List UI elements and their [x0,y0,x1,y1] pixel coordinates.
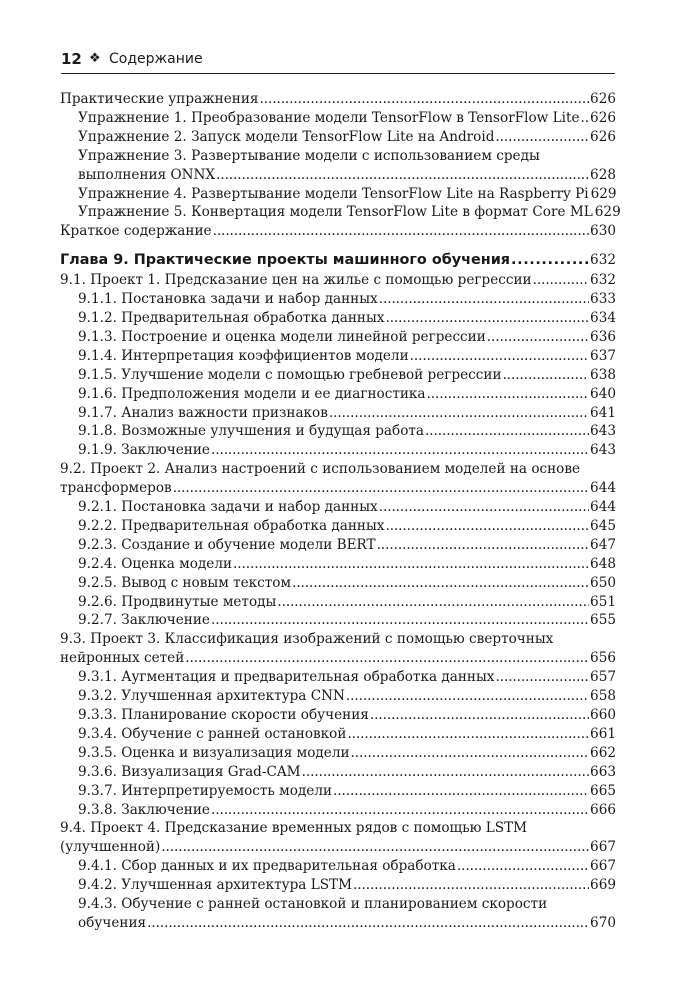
toc-entry-text: 9.1.2. Предварительная обработка данных [78,309,385,326]
toc-subsection-9-3-2[interactable] [60,687,616,706]
toc-subsection-9-3-8[interactable] [60,801,616,820]
toc-entry-text: 9.3.6. Визуализация Grad-CAM [78,763,301,780]
leader-dots [233,555,589,574]
toc-page-number: 640 [590,385,616,402]
toc-subsection-9-2-7[interactable] [60,611,616,630]
toc-subsection-9-3-7[interactable] [60,782,616,801]
toc-section-9-1[interactable] [60,271,616,290]
toc-entry-text: Упражнение 5. Конвертация модели TensorFlow Lite в формат Core ML [78,204,593,221]
toc-page-number: 666 [590,801,616,818]
toc-subsection-9-2-4[interactable] [60,555,616,574]
toc-entry-text: 9.2.5. Вывод с новым текстом [78,574,292,591]
toc-page-number: 651 [590,593,616,610]
toc-entry-text: 9.1.5. Улучшение модели с помощью гребневой регрессии [78,366,502,383]
toc-page-number: 626 [590,128,616,145]
toc-entry-text: 9.2.1. Постановка задачи и набор данных [78,499,378,516]
toc-page-number: 662 [590,744,616,761]
toc-entry-text: Упражнение 2. Запуск модели TensorFlow Lite на Android [78,128,495,145]
toc-page-number: 670 [590,914,616,931]
toc-subsection-9-1-6[interactable] [60,385,616,404]
leader-dots [379,498,589,517]
toc-page-number: 667 [590,858,616,875]
toc-entry-text: 9.2.2. Предварительная обработка данных [78,517,385,534]
toc-entry-text: 9.2.3. Создание и обучение модели BERT [78,536,376,553]
toc-page-number: 626 [590,109,616,126]
toc-entry-text: нейронных сетей [60,650,185,667]
toc-section-9-4[interactable] [60,819,616,857]
toc-entry-practice[interactable] [60,90,616,109]
toc-entry-text: 9.1.6. Предположения модели и ее диагностика [78,385,426,402]
chapter-title: Глава 9. Практические проекты машинного обучения [60,252,511,269]
toc-entry-text: 9.1. Проект 1. Предсказание цен на жилье с помощью регрессии [60,272,532,289]
toc-section-9-2[interactable] [60,460,616,498]
leader-dots [302,763,589,782]
leader-dots [277,593,589,612]
leader-dots [333,782,589,801]
toc-page-number: 637 [590,347,616,364]
toc-entry-text: Краткое содержание [60,223,212,240]
toc-page-number: 633 [590,291,616,308]
toc-entry-text: выполнения ONNX [78,166,216,183]
toc-subsection-9-1-9[interactable] [60,441,616,460]
toc-subsection-9-3-4[interactable] [60,725,616,744]
toc-page-number: 644 [590,499,616,516]
leader-dots [211,801,589,820]
table-of-contents [60,90,621,933]
leader-dots [353,876,589,895]
leader-dots [457,857,589,876]
toc-entry-exercise-2[interactable] [60,128,616,147]
toc-page-number: 667 [590,839,616,856]
toc-entry-text: Практические упражнения [60,91,259,107]
toc-subsection-9-2-6[interactable] [60,593,616,612]
leader-dots [581,109,590,128]
toc-page-number: 641 [590,404,616,421]
toc-page-number: 632 [590,252,616,269]
page-number: 12 [61,50,82,68]
toc-page-number: 630 [590,223,616,240]
leader-dots [377,536,589,555]
toc-page-number: 638 [590,366,616,383]
leader-dots [495,668,589,687]
toc-subsection-9-3-6[interactable] [60,763,616,782]
toc-subsection-9-2-3[interactable] [60,536,616,555]
toc-subsection-9-2-1[interactable] [60,498,616,517]
leader-dots [347,725,589,744]
toc-page-number: 645 [590,517,616,534]
leader-dots [385,517,589,536]
toc-entry-summary[interactable] [60,222,616,241]
toc-entry-text: 9.2.6. Продвинутые методы [78,593,277,610]
leader-dots [213,222,589,241]
toc-subsection-9-1-2[interactable] [60,309,616,328]
toc-subsection-9-4-2[interactable] [60,876,616,895]
toc-page-number: 655 [590,612,616,629]
leader-dots [495,128,589,147]
toc-entry-text: 9.1.8. Возможные улучшения и будущая работа [78,423,425,440]
toc-page-number: 647 [590,536,616,553]
leader-dots [533,271,589,290]
toc-entry-text: трансформеров [60,480,172,497]
header-rule [61,73,615,74]
toc-subsection-9-1-7[interactable] [60,404,616,423]
leader-dots [161,838,589,857]
toc-entry-text: 9.1.9. Заключение [78,442,210,459]
leader-dots [385,309,589,328]
toc-entry-text-line1: 9.2. Проект 2. Анализ настроений с использованием моделей на основе [60,461,581,478]
toc-subsection-9-4-3[interactable] [60,895,616,933]
leader-dots [351,744,590,763]
leader-dots [503,366,590,385]
toc-subsection-9-1-8[interactable] [60,422,616,441]
toc-subsection-9-4-1[interactable] [60,857,616,876]
toc-page-number: 643 [590,442,616,459]
toc-page-number: 634 [590,309,616,326]
leader-dots [259,90,589,109]
toc-entry-text: 9.2.7. Заключение [78,612,210,629]
toc-subsection-9-2-2[interactable] [60,517,616,536]
leader-dots [185,649,589,668]
toc-page-number: 628 [590,166,616,183]
leader-dots [329,404,589,423]
toc-subsection-9-2-5[interactable] [60,574,616,593]
toc-chapter-9[interactable] [60,251,616,270]
toc-entry-exercise-1[interactable] [60,109,616,128]
toc-entry-text: Упражнение 1. Преобразование модели TensorFlow в TensorFlow Lite [78,109,580,126]
toc-page-number: 661 [590,725,616,742]
toc-subsection-9-1-4[interactable] [60,347,616,366]
ornament-icon: ❖ [89,51,101,66]
toc-entry-text: 9.1.1. Постановка задачи и набор данных [78,291,378,308]
toc-entry-text: 9.4.1. Сбор данных и их предварительная обработка [78,858,456,875]
leader-dots [292,574,589,593]
toc-entry-exercise-5[interactable] [60,203,621,222]
toc-entry-text: Упражнение 4. Развертывание модели TensorFlow Lite на Raspberry Pi [78,185,589,202]
toc-entry-text: 9.3.8. Заключение [78,801,210,818]
toc-page-number: 648 [590,555,616,572]
leader-dots [173,479,589,498]
toc-entry-exercise-4[interactable] [60,185,616,204]
toc-page-number: 626 [590,91,616,107]
toc-entry-text: 9.4.2. Улучшенная архитектура LSTM [78,877,353,894]
leader-dots [379,290,589,309]
leader-dots [211,611,589,630]
leader-dots [370,706,589,725]
toc-entry-text: 9.3.3. Планирование скорости обучения [78,707,369,723]
toc-subsection-9-3-1[interactable] [60,668,616,687]
toc-entry-text: 9.1.4. Интерпретация коэффициентов модели [78,347,409,364]
toc-page-number: 644 [590,480,616,497]
toc-entry-text: (улучшенной) [60,839,161,856]
toc-entry-text: 9.3.1. Аугментация и предварительная обработка данных [78,669,495,686]
toc-page-number: 663 [590,763,616,780]
running-header [61,50,615,72]
toc-section-9-3[interactable] [60,630,616,668]
leader-dots [427,385,590,404]
toc-entry-text: 9.1.3. Построение и оценка модели линейной регрессии [78,328,486,345]
leader-dots [147,914,589,933]
toc-entry-text: 9.3.2. Улучшенная архитектура CNN [78,688,345,705]
toc-entry-text-line1: 9.4. Проект 4. Предсказание временных рядов с помощью LSTM [60,820,528,837]
toc-entry-text: 9.3.7. Интерпретируемость модели [78,782,333,799]
toc-entry-text: обучения [78,914,147,931]
toc-entry-text: 9.3.4. Обучение с ранней остановкой [78,725,347,742]
toc-subsection-9-1-3[interactable] [60,328,616,347]
toc-entry-text-line1: 9.3. Проект 3. Классификация изображений с помощью сверточных [60,631,554,648]
toc-page-number: 669 [590,877,616,894]
toc-page-number: 660 [590,707,616,723]
toc-entry-text-line1: 9.4.3. Обучение с ранней остановкой и планированием скорости [78,896,548,913]
toc-page-number: 629 [590,185,617,202]
toc-entry-text: 9.3.5. Оценка и визуализация модели [78,744,350,761]
toc-page-number: 632 [590,272,616,289]
toc-entry-text: 9.1.7. Анализ важности признаков [78,404,328,421]
toc-subsection-9-1-1[interactable] [60,290,616,309]
leader-dots [425,422,589,441]
toc-entry-exercise-3[interactable] [60,147,616,185]
toc-page-number: 629 [594,204,621,221]
toc-subsection-9-3-3[interactable] [60,706,616,725]
leader-dots [346,687,589,706]
toc-page-number: 650 [590,574,616,591]
leader-dots [511,251,589,270]
toc-page-number: 636 [590,328,616,345]
leader-dots [487,328,589,347]
leader-dots [216,166,589,185]
leader-dots [410,347,589,366]
toc-page-number: 643 [590,423,616,440]
toc-page-number: 657 [590,669,616,686]
toc-page-number: 658 [590,688,616,705]
leader-dots [211,441,589,460]
toc-page-number: 656 [590,650,616,667]
toc-subsection-9-1-5[interactable] [60,366,616,385]
toc-entry-text-line1: Упражнение 3. Развертывание модели с использованием среды [78,147,540,164]
toc-subsection-9-3-5[interactable] [60,744,616,763]
running-title: Содержание [109,51,203,67]
toc-entry-text: 9.2.4. Оценка модели [78,555,233,572]
toc-page-number: 665 [590,782,616,799]
